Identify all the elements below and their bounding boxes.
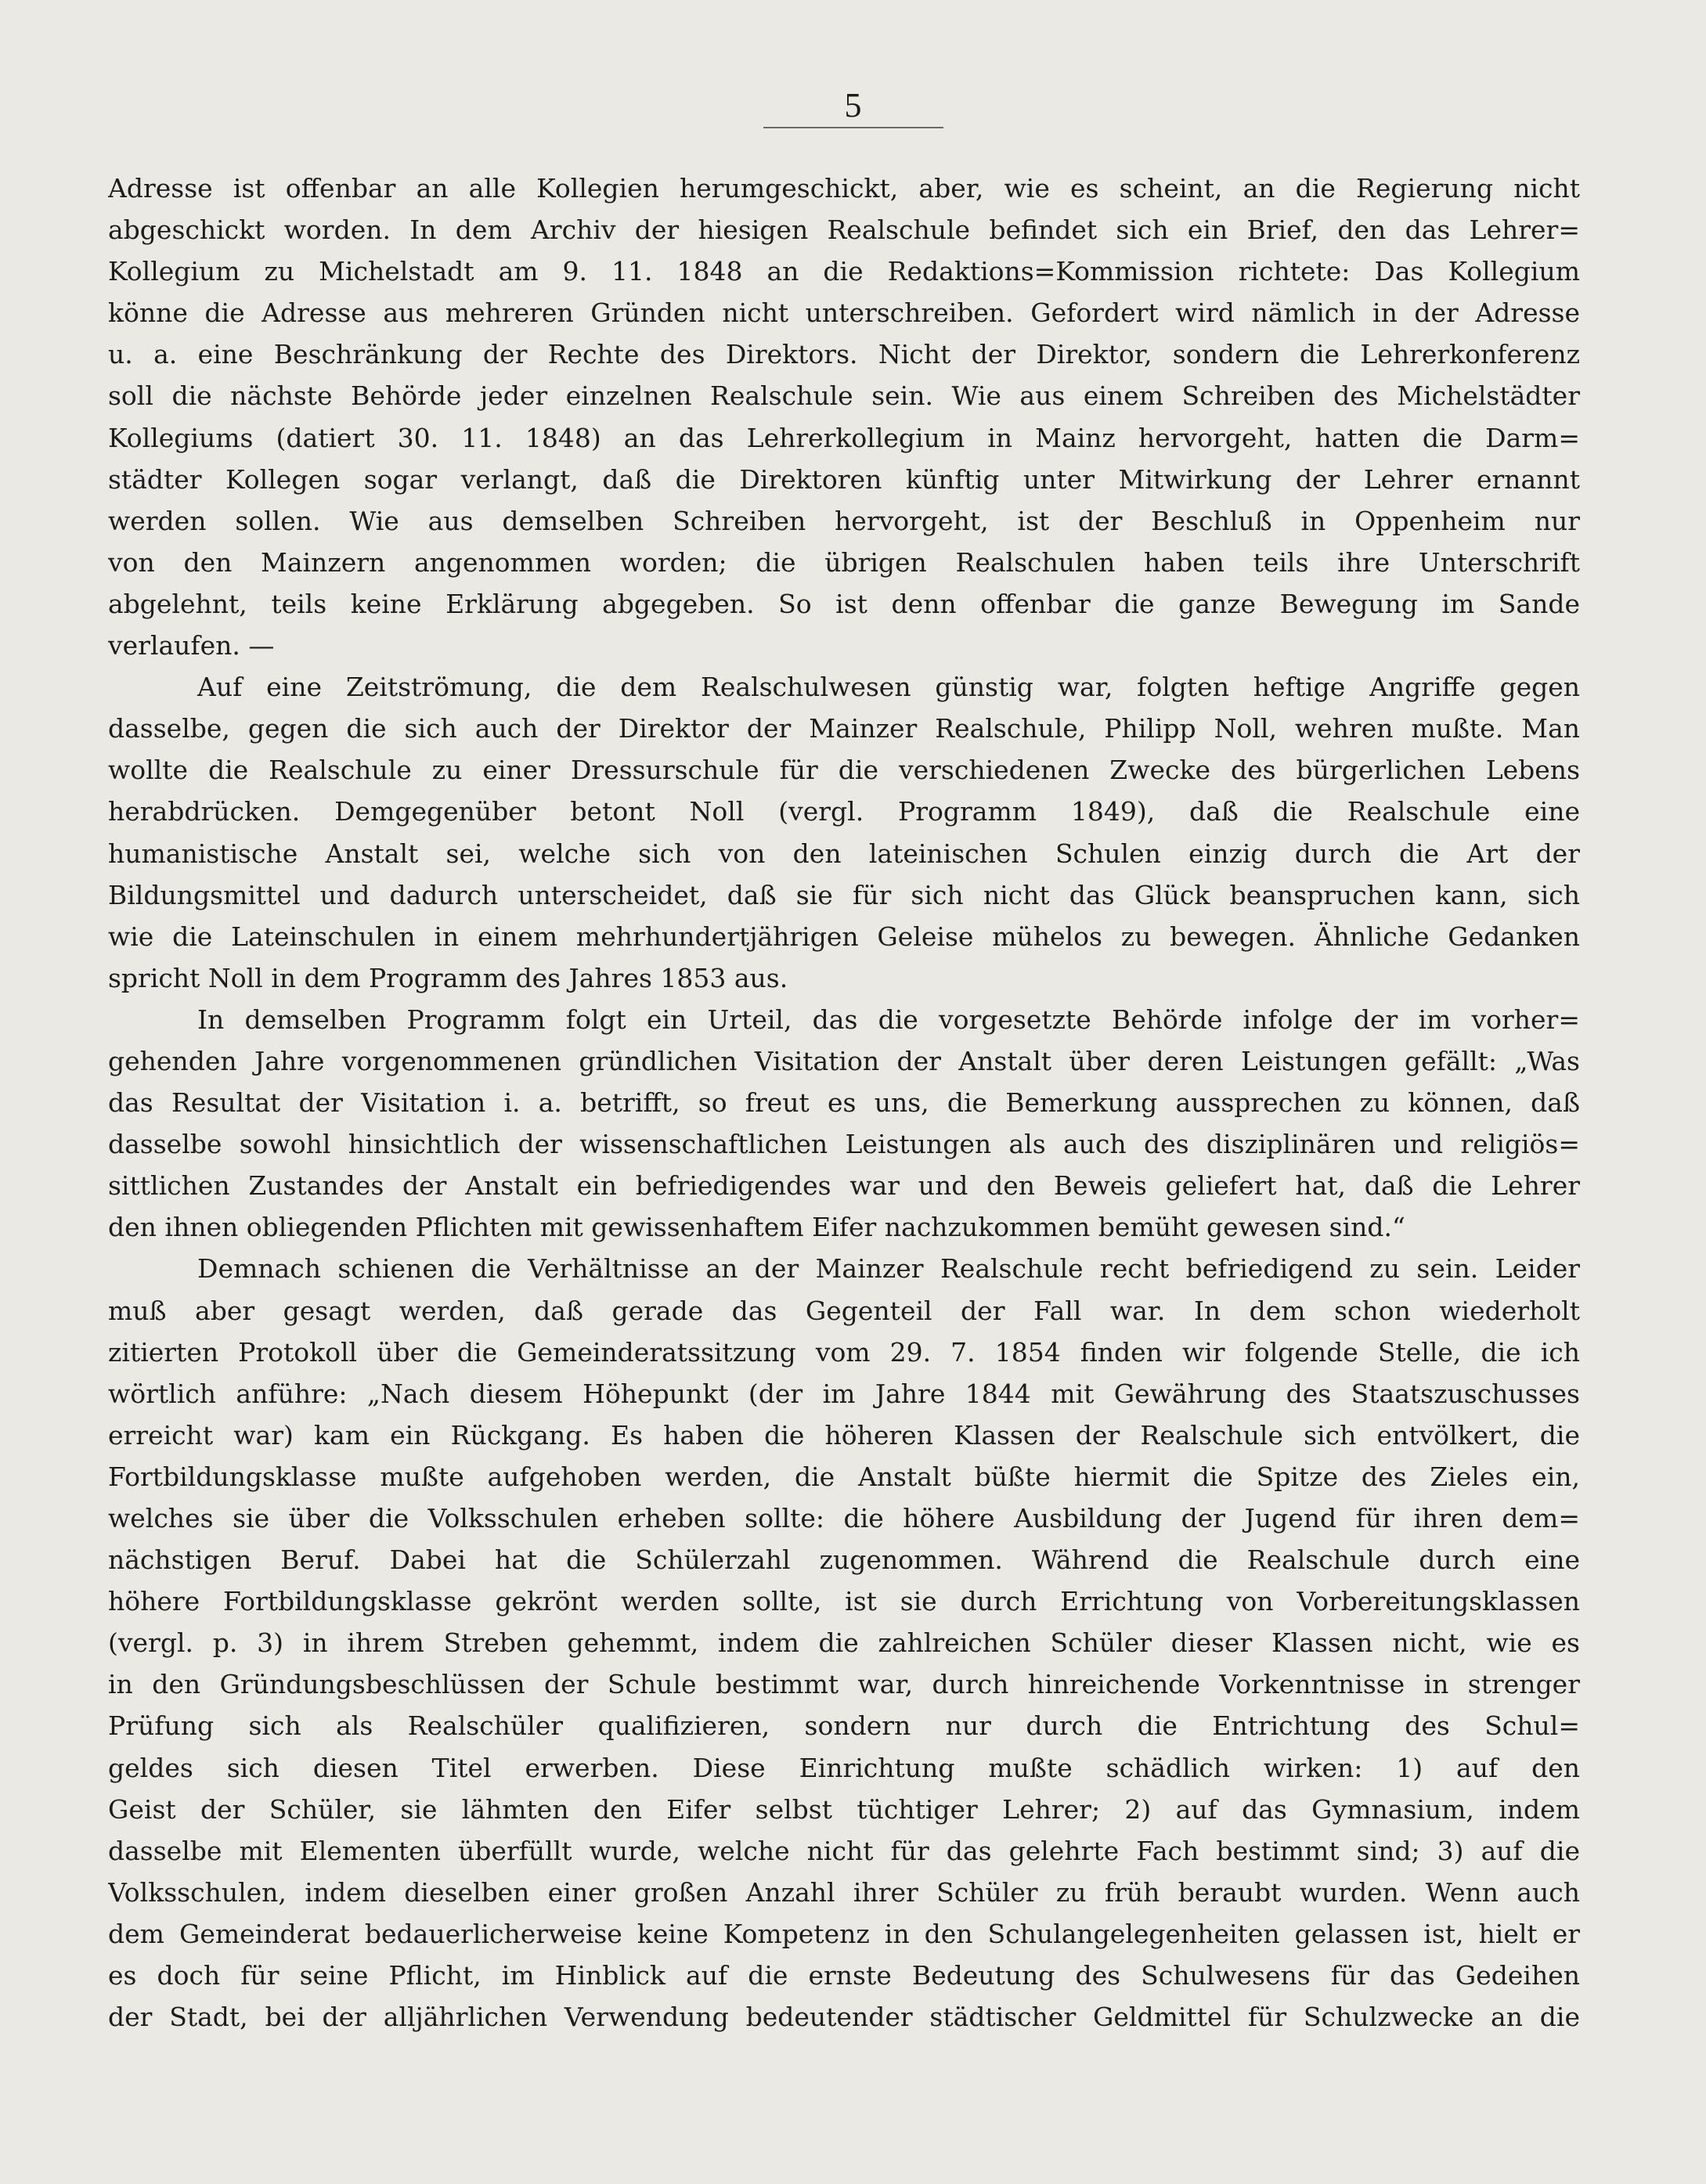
- text-line: herabdrücken. Demgegenüber betont Noll (vergl. Programm 1849), daß die Realschule eine: [108, 796, 1580, 827]
- text-line: spricht Noll in dem Programm des Jahres 1853 aus.: [108, 962, 788, 993]
- text-line: werden sollen. Wie aus demselben Schreiben hervorgeht, ist der Beschluß in Oppenheim nur: [108, 505, 1580, 536]
- text-line: von den Mainzern angenommen worden; die übrigen Realschulen haben teils ihre Unterschrift: [108, 546, 1580, 578]
- text-line: verlaufen. —: [108, 630, 275, 661]
- text-line: dem Gemeinderat bedauerlicherweise keine Kompetenz in den Schulangelegenheiten gelassen ist, hielt er: [108, 1918, 1580, 1949]
- text-line: u. a. eine Beschränkung der Rechte des Direktors. Nicht der Direktor, sondern die Lehrerkonferenz: [108, 339, 1580, 370]
- text-line: Prüfung sich als Realschüler qualifizieren, sondern nur durch die Entrichtung des Schul=: [108, 1710, 1580, 1742]
- text-line: muß aber gesagt werden, daß gerade das Gegenteil der Fall war. In dem schon wiederholt: [108, 1295, 1580, 1326]
- text-line: erreicht war) kam ein Rückgang. Es haben die höheren Klassen der Realschule sich entvölkert, die: [108, 1419, 1580, 1451]
- text-line: In demselben Programm folgt ein Urteil, das die vorgesetzte Behörde infolge der im vorher=: [197, 1004, 1580, 1035]
- text-line: abgelehnt, teils keine Erklärung abgegeben. So ist denn offenbar die ganze Bewegung im Sande: [108, 588, 1580, 619]
- text-line: Bildungsmittel und dadurch unterscheidet, daß sie für sich nicht das Glück beanspruchen kann, sich: [108, 879, 1580, 910]
- text-line: sittlichen Zustandes der Anstalt ein befriedigendes war und den Beweis geliefert hat, daß die Lehrer: [108, 1170, 1580, 1202]
- paragraph: [108, 999, 1580, 1249]
- text-line: zitierten Protokoll über die Gemeinderatssitzung vom 29. 7. 1854 finden wir folgende Stelle, die ich: [108, 1336, 1580, 1368]
- text-line: Auf eine Zeitströmung, die dem Realschulwesen günstig war, folgten heftige Angriffe gegen: [197, 672, 1580, 703]
- text-line: der Stadt, bei der alljährlichen Verwendung bedeutender städtischer Geldmittel für Schulzwecke an die: [108, 2002, 1580, 2033]
- paragraph: [108, 1248, 1580, 2038]
- text-line: geldes sich diesen Titel erwerben. Diese Einrichtung mußte schädlich wirken: 1) auf den: [108, 1752, 1580, 1783]
- text-line: höhere Fortbildungsklasse gekrönt werden sollte, ist sie durch Errichtung von Vorbereitungsklassen: [108, 1586, 1580, 1617]
- text-line: abgeschickt worden. In dem Archiv der hiesigen Realschule befindet sich ein Brief, den das Lehrer=: [108, 214, 1580, 246]
- text-line: in den Gründungsbeschlüssen der Schule bestimmt war, durch hinreichende Vorkenntnisse in strenger: [108, 1669, 1580, 1700]
- header-rule: [763, 127, 943, 128]
- text-line: Kollegium zu Michelstadt am 9. 11. 1848 an die Redaktions=Kommission richtete: Das Kollegium: [108, 256, 1580, 287]
- text-line: dasselbe sowohl hinsichtlich der wissenschaftlichen Leistungen als auch des disziplinären und religiös=: [108, 1129, 1580, 1160]
- text-line: könne die Adresse aus mehreren Gründen nicht unterschreiben. Gefordert wird nämlich in der Adresse: [108, 297, 1580, 329]
- text-line: Demnach schienen die Verhältnisse an der Mainzer Realschule recht befriedigend zu sein. Leider: [197, 1253, 1580, 1285]
- text-line: Kollegiums (datiert 30. 11. 1848) an das Lehrerkollegium in Mainz hervorgeht, hatten die Darm=: [108, 422, 1580, 453]
- text-line: (vergl. p. 3) in ihrem Streben gehemmt, indem die zahlreichen Schüler dieser Klassen nicht, wie es: [108, 1627, 1580, 1659]
- text-line: wie die Lateinschulen in einem mehrhundertjährigen Geleise mühelos zu bewegen. Ähnliche Gedanken: [108, 921, 1580, 952]
- text-line: gehenden Jahre vorgenommenen gründlichen Visitation der Anstalt über deren Leistungen gefällt: „Was: [108, 1045, 1580, 1076]
- paragraph: [108, 168, 1580, 666]
- text-line: wörtlich anführe: „Nach diesem Höhepunkt (der im Jahre 1844 mit Gewährung des Staatszuschusses: [108, 1378, 1580, 1409]
- text-line: wollte die Realschule zu einer Dressurschule für die verschiedenen Zwecke des bürgerlichen Lebens: [108, 755, 1580, 786]
- text-line: welches sie über die Volksschulen erheben sollte: die höhere Ausbildung der Jugend für ihren dem=: [108, 1503, 1580, 1533]
- text-line: städter Kollegen sogar verlangt, daß die Direktoren künftig unter Mitwirkung der Lehrer ernannt: [108, 463, 1580, 495]
- text-line: soll die nächste Behörde jeder einzelnen Realschule sein. Wie aus einem Schreiben des Michelstädter: [108, 380, 1580, 412]
- text-line: Adresse ist offenbar an alle Kollegien herumgeschickt, aber, wie es scheint, an die Regierung nicht: [108, 173, 1580, 204]
- text-line: humanistische Anstalt sei, welche sich von den lateinischen Schulen einzig durch die Art der: [108, 838, 1580, 869]
- text-line: Geist der Schüler, sie lähmten den Eifer selbst tüchtiger Lehrer; 2) auf das Gymnasium, indem: [108, 1793, 1580, 1825]
- body-text: [108, 168, 1580, 2038]
- text-line: es doch für seine Pflicht, im Hinblick auf die ernste Bedeutung des Schulwesens für das Gedeihen: [108, 1960, 1580, 1991]
- text-line: nächstigen Beruf. Dabei hat die Schülerzahl zugenommen. Während die Realschule durch eine: [108, 1544, 1580, 1576]
- text-line: Fortbildungsklasse mußte aufgehoben werden, die Anstalt büßte hiermit die Spitze des Zieles ein,: [108, 1461, 1580, 1492]
- text-line: Volksschulen, indem dieselben einer großen Anzahl ihrer Schüler zu früh beraubt wurden. Wenn auch: [108, 1876, 1580, 1908]
- paragraph: [108, 666, 1580, 999]
- text-line: dasselbe mit Elementen überfüllt wurde, welche nicht für das gelehrte Fach bestimmt sind; 3) auf die: [108, 1835, 1580, 1866]
- text-line: dasselbe, gegen die sich auch der Direktor der Mainzer Realschule, Philipp Noll, wehren mußte. Man: [108, 713, 1580, 744]
- text-line: das Resultat der Visitation i. a. betrifft, so freut es uns, die Bemerkung aussprechen zu können, daß: [108, 1087, 1580, 1119]
- text-line: den ihnen obliegenden Pflichten mit gewissenhaftem Eifer nachzukommen bemüht gewesen sind.“: [108, 1212, 1405, 1243]
- page-number: 5: [844, 86, 862, 124]
